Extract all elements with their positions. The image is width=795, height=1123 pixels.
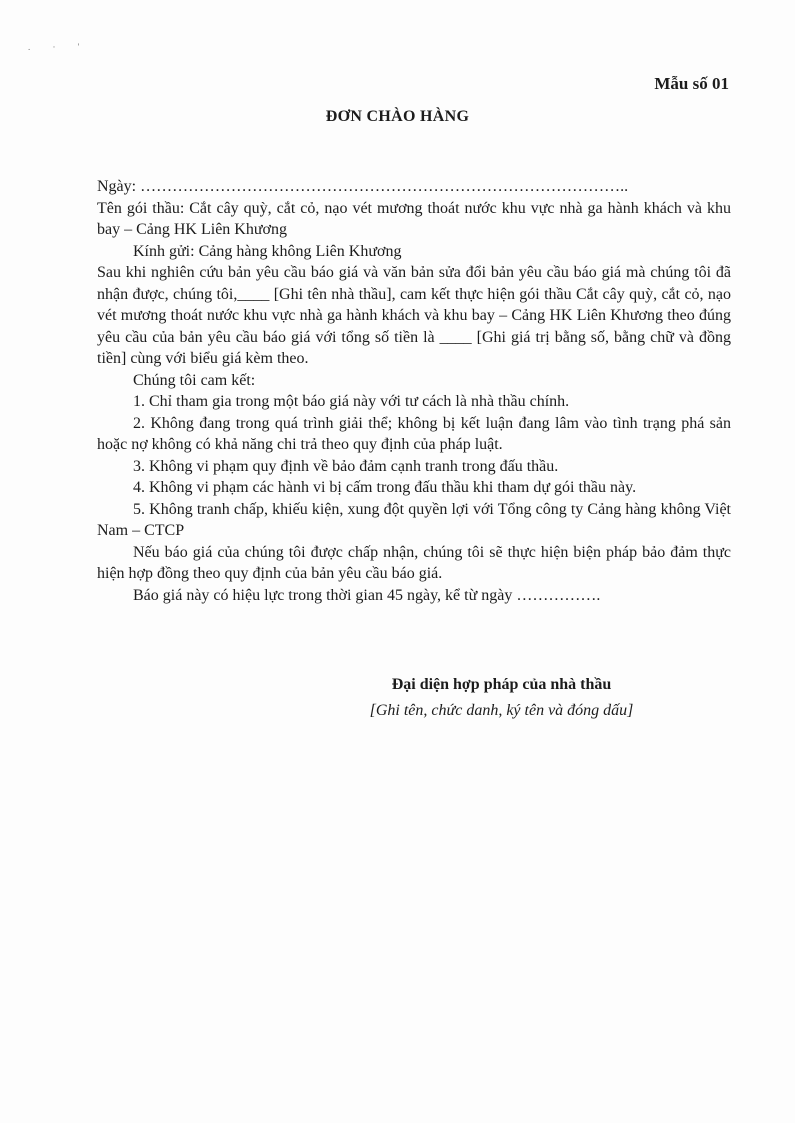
commitment-5: 5. Không tranh chấp, khiếu kiện, xung đột quyền lợi với Tổng công ty Cảng hàng không Việt Nam – CTCP [97,500,731,539]
addressee: Kính gửi: Cảng hàng không Liên Khương [133,242,402,260]
scan-specks: . · ' [28,42,90,52]
signature-block [0,676,795,720]
commitment-1: 1. Chỉ tham gia trong một báo giá này với tư cách là nhà thầu chính. [133,393,570,410]
commitment-4: 4. Không vi phạm các hành vi bị cấm trong đấu thầu khi tham dự gói thầu này. [133,479,637,496]
signature-title: Đại diện hợp pháp của nhà thầu [391,676,612,693]
signature-note: [Ghi tên, chức danh, ký tên và đóng dấu] [369,702,634,719]
document-title: ĐƠN CHÀO HÀNG [325,108,470,125]
package-name: Tên gói thầu: Cắt cây quỳ, cắt cỏ, nạo vét mương thoát nước khu vực nhà ga hành khách và khu bay – Cảng HK Liên Khương [97,199,731,238]
acceptance-paragraph: Nếu báo giá của chúng tôi được chấp nhận, chúng tôi sẽ thực hiện biện pháp bảo đảm thực hiện hợp đồng theo quy định của bản yêu cầu báo giá. [97,543,731,582]
document-body [97,176,731,606]
commitment-2: 2. Không đang trong quá trình giải thể; không bị kết luận đang lâm vào tình trạng phá sản hoặc nợ không có khả năng chi trả theo quy định của pháp luật. [97,414,731,453]
validity-paragraph: Báo giá này có hiệu lực trong thời gian 45 ngày, kể từ ngày ……………. [133,586,601,604]
form-number: Mẫu số 01 [654,74,729,93]
intro-paragraph: Sau khi nghiên cứu bản yêu cầu báo giá và văn bản sửa đổi bản yêu cầu báo giá mà chúng tôi đã nhận được, chúng tôi,____ [Ghi tên nhà thầu], cam kết thực hiện gói thầu Cắt cây quỳ, cắt cỏ, nạo vét mương thoát nước khu vực nhà ga hành khách và khu bay – Cảng HK Liên Khương theo đúng yêu cầu của bản yêu cầu báo giá với tổng số tiền là ____ [Ghi giá trị bằng số, bằng chữ và đồng tiền] cùng với biểu giá kèm theo. [97,264,731,367]
commit-heading: Chúng tôi cam kết: [133,371,256,389]
commitment-3: 3. Không vi phạm quy định về bảo đảm cạnh tranh trong đấu thầu. [133,457,559,475]
date-line: Ngày: ……………………………………………………………………………….. [97,178,629,195]
